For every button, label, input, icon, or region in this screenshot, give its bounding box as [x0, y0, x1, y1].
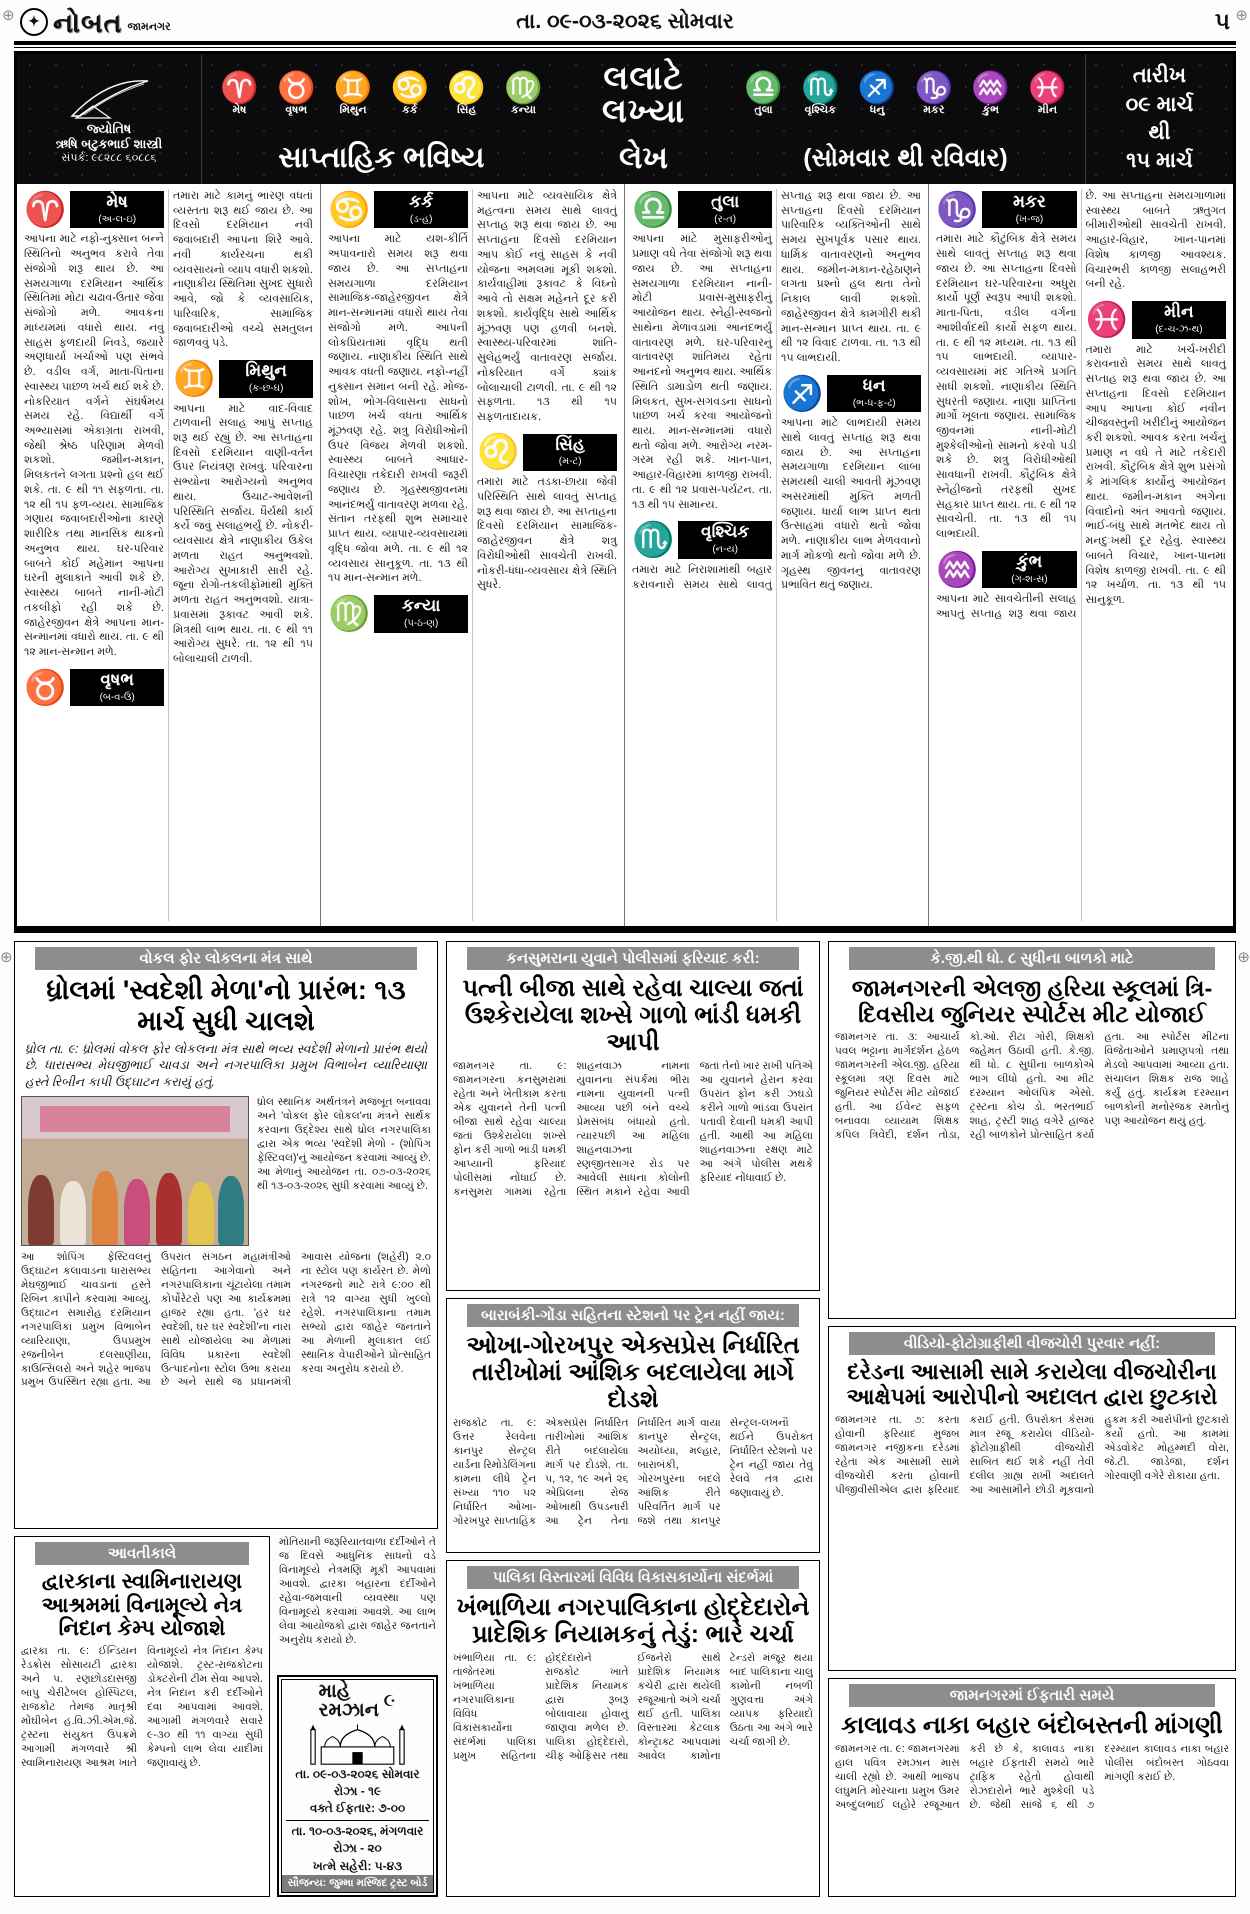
article-headline: દરેડના આસામી સામે કરાયેલા વીજચોરીના આક્ષેપમાં આરોપીનો અદાલત દ્વારા છુટકારો: [846, 1359, 1218, 1409]
leo-icon: ♌: [477, 433, 520, 472]
sign-group-2: [321, 184, 625, 926]
astrologer-name: ઋષિ બટુકભાઈ શાસ્ત્રી: [55, 136, 163, 151]
sign-block-sagittarius: ♐ ધન (ભ-ધ-ફ-ઢ): [781, 375, 921, 412]
sign-block-virgo: ♍ કન્યા (પ-ઠ-ણ): [328, 595, 468, 632]
sign-text-virgo: આપના માટે વ્યવસાયિક ક્ષેત્રે મહત્વના સમય સાથે લાવતું સપ્તાહ શરૂ થવા જાય છે. આ સપ્તાહના દિવસો દરમિયાન આપ કોઈ નવું સાહસ કે નવી યોજના અમલમાં મૂકી શકશો. કાર્યવાહીમાં રૂકાવટ કે વિઘ્નો આવે તો સક્ષમ મહેનતે દૂર કરી શકશો. કાર્યવૃદ્ધિ સાથે આર્થિક મૂંઝવણ પણ હળવી બનશે. સ્વાસ્થ્ય-પરિવારમાં શાંતિ-સુલેહભર્યું વાતાવરણ સર્જાય. નોકરિયાત વર્ગે ક્યાંક બોલાચાલી ટાળવી. તા. ૯ થી ૧૨ સફળતા. ૧૩ થી ૧૫ સફળતાદાયક.: [477, 190, 617, 424]
ramzan-row: વક્તે ઈફતાર: ૭-૦૦: [309, 1801, 406, 1816]
taurus-strip-item: ♉ વૃષભ: [276, 70, 316, 116]
article-body: જામનગર તા. ૯: જામનગરના કનસુમરામાં રહેતા અને ખેતીકામ કરતા એક યુવાનને તેની પત્ની બીજા સાથે રહેવા ચાલ્યા જતાં ઉશ્કેરાયેલા શખ્સે ફોન કરી ગાળો ભાંડી ધમકી આપ્યાની ફરિયાદ પોલીસમાં નોંધાઈ છે. કનસુમરા ગામમાં રહેતા શાહનવાઝ નામના યુવાનના સંપર્કમાં ભીરા નામના યુવાનની પત્ની આવ્યા પછી બંને વચ્ચે પ્રેમસંબંધ બંધાયો હતો. ત્યારપછી આ મહિલા શાહનવાઝના રણજીતસાગર રોડ પર આવેલી સાધના કોલોની સ્થિત મકાને રહેવા આવી જતાં તેનો ખાર રાખી પતિએ આ યુવાનને હેરાન કરવા ઉપરાંત ફોન કરી ઝઘડો કરીને ગાળો ભાંડવા ઉપરાંત પતાવી દેવાની ધમકી આપી હતી. આથી આ મહિલા શાહનવાઝના રક્ષણ માટે આ અંગે પોલીસ મથકે ફરિયાદ નોંધાવાઈ છે.: [453, 1060, 813, 1199]
sign-text-scorpio: તમારા માટે નિરાશામાંથી બહાર કરાવનારો સમય સાથે લાવતું સપ્તાહ શરૂ થવા જાય છે. આ સપ્તાહના દિવસો દરમિયાન પારિવારિક વ્યક્તિઓની સાથે સમય સુખપૂર્વક પસાર થાય. ધાર્મિક વાતાવરણનો અનુભવ થાય. જમીન-મકાન-રહેઠાણને લગતા પ્રશ્નો હલ થતા તેનો નિકાલ લાવી શકશો. જાહેરજીવન ક્ષેત્રે કામગીરી થકી માન-સન્માન પ્રાપ્ત થાય. તા. ૯ થી ૧૨ વિવાદ ટાળવા. તા. ૧૩ થી ૧૫ લાભદાયી.: [632, 190, 921, 591]
horoscope-subtitle: સાપ્તાહિક ભવિષ્ય: [278, 141, 485, 174]
sign-text-aries: આપના માટે નફો-નુક્સાન બન્ને સ્થિતિનો અનુભવ કરાવે તેવા સંજોગો શરૂ થાય છે. આ સમયગાળા દરમિયાન આર્થિક સ્થિતિમાં મોટા ચઢાવ-ઉતાર જેવા સંજોગો મળે. આવકના માધ્યમમાં વધારો થાય. નવું સાહસ ફળદાયી નિવડે, જયારે અણધાર્યા ખર્ચાઓ પણ સંભવે છે. વડીલ વર્ગ, માતા-પિતાના સ્વાસ્થ્ય પાછળ ખર્ચ થઈ શકે છે. નોકરિયાત વર્ગને સંઘર્ષમય સમય રહે. વિદ્યાર્થી વર્ગે અભ્યાસમાં એકાગ્રતા રાખવી, જેથી શ્રેષ્ઠ પરિણામ મેળવી શકશો. જમીન-મકાન, મિલકતને લગતા પ્રશ્નો હલ થઈ શકે. તા. ૯ થી ૧૧ સફળતા. તા. ૧૨ થી ૧૫ ફળ-વ્યય. સામાજિક ગણાય જવાબદારીઓના કારણે શારીરિક તથા માનસિક થાકનો અનુભવ થાય. ઘર-પરિવાર બાબતે કોઈ મહેમાન આપના ઘરની મુલાકાતે આવી શકે છે. સ્વાસ્થ્ય બાબતે નાની-મોટી તકલીફો રહી શકે છે. જાહેરજીવન ક્ષેત્રે આપના માન-સન્માનમાં વધારો થાય. તા. ૯ થી ૧૨ માન-સન્માન મળે.: [24, 233, 164, 659]
capricorn-icon: ♑: [936, 190, 979, 229]
virgo-strip-item: ♍ કન્યા: [504, 70, 543, 116]
sign-text-capricorn: તમારા માટે કૌટુંબિક ક્ષેત્રે સમય સાથે લાવતું સપ્તાહ શરૂ થવા જાય છે. આ સપ્તાહના દિવસો દરમિયાન ઘર-પરિવારના અધુરા કાર્યો પૂર્ણ સ્વરૂપ આપી શકશો. માતા-પિતા, વડીલ વર્ગના આશીર્વાદથી કાર્યો સફળ થાય. તા. ૯ થી ૧૨ મધ્યમ. તા. ૧૩ થી ૧૫ લાભદાયી. વ્યાપાર-વ્યવસાયમાં મંદ ગતિએ પ્રગતિ સાધી શકશો. નાણાકીય સ્થિતિ સુધરતી જણાય. નાણા પ્રાપ્તિના માર્ગો ખૂલતા જણાય. સામાજિક જીવનમાં નાની-મોટી મુશ્કેલીઓનો સામનો કરવો પડી શકે છે. શત્રુ વિરોધીઓથી સાવધાની રાખવી. કૌટુંબિક ક્ષેત્રે સ્નેહીજનો તરફથી સુખદ સહકાર પ્રાપ્ત થાય. તા. ૯ થી ૧૨ સાવચેતી. તા. ૧૩ થી ૧૫ લાભદાયી.: [936, 233, 1077, 541]
sagittarius-strip-item: ♐ ધનુ: [857, 70, 897, 116]
article-swadeshi-mela: [14, 941, 438, 1529]
sign-block-libra: ♎ તુલા (ર-ત): [632, 191, 772, 228]
article-headline: ઓખા-ગોરખપુર એક્સપ્રેસ નિર્ધારિત તારીખોમાં આંશિક બદલાયેલા માર્ગે દોડશે: [466, 1332, 800, 1414]
photo-row: [21, 1096, 431, 1246]
sign-block-taurus: ♉ વૃષભ (બ-વ-ઉ): [24, 669, 164, 706]
aries-strip-item: ♈ મેષ: [220, 70, 259, 116]
news-column-right: [828, 941, 1236, 1897]
weekly-horoscope-section: [14, 51, 1236, 933]
leo-strip-item: ♌ સિંહ: [447, 70, 486, 116]
article-body: જામનગર તા. ૩: આચાર્ય પવલ ભટ્ટાના માર્ગદર્શન હેઠળ જામનગરની એલ.જી. હરિયા સ્કૂલમાં ત્રણ દિવસ માટે જુનિયર સ્પોર્ટસ મીટ યોજાઈ હતી. આ ઈવેન્ટ સફળ બનાવવા વ્યાયામ શિક્ષક કપિલ ત્રિવેદી, દર્શન તોડા, કો.ઓ. રીટા ગોરી, શિક્ષકો જહેમત ઉઠાવી હતી. કે.જી. થી ધો. ૮ સુધીના બાળકોએ ભાગ લીધો હતો. આ મીટ દરમ્યાન ઓલંપિક એસો. ટ્રસ્ટના કોચ ડો. ભરતભાઈ શાહ, ટ્રસ્ટી શાહ વગેરે હાજર રહી બાળકોને પ્રોત્સાહિત કર્યા હતા. આ સ્પોર્ટસ મીટના વિજેતાઓને પ્રમાણપત્રો તથા મેડલો આપવામાં આવ્યા હતા. સંચાલન શિક્ષક રાજ શાહે કર્યું હતું. કાર્યક્રમ દરમ્યાન બાળકોની મનોરંજક રમતોનું પણ આયોજન થયું હતું.: [835, 1030, 1229, 1141]
left-bottom-right-stack: [277, 1536, 438, 1897]
quill-icon: [66, 74, 152, 120]
sign-block-cancer: ♋ કર્ક (ડ-હ): [328, 191, 468, 228]
article-body: જામનગર તા. ૭: કરતા હોવાની ફરિયાદ મુજબ જામનગર નજીકના દરેડમાં રહેતા એક આસામી સામે વીજચોરી કરતા હોવાની પીજીવીસીએલ દ્વારા ફરિયાદ કરાઈ હતી. ઉપરોક્ત કેસમાં માત્ર રજૂ કરાયેલ વીડિયો-ફોટોગ્રાફીથી વીજચોરી સાબિત થઈ શકે નહીં તેવી દલીલ ગ્રાહ્ય રાખી અદાલતે આ આસામીને છોડી મૂકવાનો હુકમ કરી આરોપીનો છુટકારો કર્યો હતો. આ કામમાં એડવોકેટ મોહમ્મદી વોરા, જે.ટી. જાડેજા, દર્શન ગોરવાણી વગેરે રોકાયા હતા.: [835, 1413, 1229, 1496]
newspaper-city: જામનગર: [127, 20, 171, 33]
article-kicker: બારાબંકી-ગોંડા સહિતના સ્ટેશનો પર ટ્રેન નહીં જાય:: [467, 1304, 799, 1327]
horoscope-main-title: લલાટે લખ્યા: [601, 59, 686, 129]
sign-text-cancer: આપના માટે યશ-કીર્તિ અપાવનારો સમય શરૂ થવા જાય છે. આ સપ્તાહના સમયગાળા દરમિયાન સામાજિક-જાહેરજીવન ક્ષેત્રે માન-સન્માનમાં વધારો થાય તેવા સંજોગો મળે. આપની લોકપ્રિયતામાં વૃદ્ધિ થતી જણાય. નાણાકીય સ્થિતિ સાથે આવક વધતી જણાય. નફો-નહીં નુક્સાન સમાન બની રહે. મોજ-શોખ, ભોગ-વિલાસના સાધનો પાછળ ખર્ચ વધતા આર્થિક મૂંઝવણ રહે. શત્રુ વિરોધીઓની ઉપર વિજય મેળવી શકશો. સ્વાસ્થ્ય બાબતે આધાર-વિચારણા તકેદારી રાખવી જરૂરી જણાય છે. ગૃહસ્થજીવનમાં આનંદભર્યું વાતાવરણ મળવા રહે. સંતાન તરફથી શુભ સમાચાર પ્રાપ્ત થાય. વ્યાપાર-વ્યવસાયમાં વૃદ્ધિ જોવા મળે. તા. ૯ થી ૧૨ વ્યવસાય સાનુકૂળ. તા. ૧૩ થી ૧૫ માન-સન્માન મળે.: [328, 233, 468, 585]
scorpio-icon: ♏: [800, 70, 840, 105]
ramzan-divider: [286, 1820, 429, 1821]
horoscope-banner-center: [202, 54, 1085, 184]
article-headline: જામનગરની એલજી હરિયા સ્કૂલમાં ત્રિ-દિવસીય જુનિયર સ્પોર્ટસ મીટ યોજાઈ: [851, 975, 1213, 1027]
article-body: આ શોપિંગ ફેસ્ટિવલનું ઉદ્ઘાટન કલાવાડના ધારાસભ્ય મેઘજીભાઈ ચાવડાના હસ્તે રિબિન કાપીને કરવામાં આવ્યું. ઉદ્ઘાટન સમારોહ દરમિયાન નગરપાલિકા પ્રમુખ વિભાબેન વ્યારિયાણા, ઉપપ્રમુખ રજનીબેન દલસાણીયા, કાઉન્સિલરો અને શહેર ભાજપ પ્રમુખ ઉપસ્થિત રહ્યા હતા. આ ઉપરાંત સંગઠન મહામંત્રીઓ સહિતના આગેવાનો અને નગરપાલિકાના ચૂંટાયેલા તમામ કોર્પોરેટરો પણ આ કાર્યક્રમમાં હાજર રહ્યા હતા. 'હર ઘર સ્વદેશી, ઘર ઘર સ્વદેશી'ના નારા સાથે યોજાયેલા આ મેળામાં વિવિધ પ્રકારના સ્વદેશી ઉત્પાદનોના સ્ટોલ ઉભા કરાયા છે અને સાથે જ પ્રધાનમંત્રી આવાસ યોજના (શહેરી) ૨.૦ ના સ્ટોલ પણ કાર્યરત છે. મેળો નગરજનો માટે રાત્રે ૯:૦૦ થી રાત્રે ૧૨ વાગ્યા સુધી ખુલ્લો રહેશે. નગરપાલિકાના તમામ સભ્યો દ્વારા જાહેર જનતાને આ મેળાની મુલાકાત લઈ સ્થાનિક વેપારીઓને પ્રોત્સાહિત કરવા અનુરોધ કરાયો છે.: [21, 1250, 431, 1389]
horoscope-body: [17, 184, 1233, 926]
ramzan-header: [282, 1680, 433, 1721]
taurus-icon: ♉: [276, 70, 316, 105]
cancer-icon: ♋: [328, 190, 371, 229]
sign-block-scorpio: ♏ વૃશ્ચિક (ન-ય): [632, 521, 772, 558]
article-headline: ખંભાળિયા નગરપાલિકાના હોદ્દેદારોને પ્રાદેશિક નિયામકનું તેડું: ભારે ચર્ચા: [456, 1594, 810, 1649]
edition-date: તા. ૦૯-૦૩-૨૦૨૬ સોમવાર: [516, 9, 734, 33]
article-body: દ્વારકા તા. ૯: ઈન્ડિયન રેડક્રોસ સોસાયટી દ્વારકા અને પ. રણછોડદાસજી બાપુ ચેરીટેબલ હોસ્પિટલ, રાજકોટ તેમજ માતૃશ્રી મોંઘીબેન હ.વિ.ઝી.એમ.જે. ટ્રસ્ટના સંયુક્ત ઉપક્રમે આગામી મંગળવારે શ્રી સ્વામિનારાયણ આશ્રમ ખાતે વિનામૂલ્યે નેત્ર નિદાન કેમ્પ યોજાશે. ટ્રસ્ટ-રાજકોટના ડોક્ટરોની ટીમ સેવા આપશે. નેત્ર નિદાન કરી દર્દીઓને દવા આપવામાં આવશે. આગામી મંગળવારે સવારે ૯-૩૦ થી ૧૧ વાગ્યા સુધી કેમ્પનો લાભ લેવા યાદીમાં જણાવાયું છે.: [21, 1645, 263, 1769]
astrologer-contact: સંપર્ક: ૯૮૨૮૮ ૬૦૮૮૬: [61, 151, 157, 164]
sign-block-leo: ♌ સિંહ (મ-ટ): [477, 434, 617, 471]
gemini-icon: ♊: [173, 359, 216, 398]
article-kicker: આવતીકાલે: [35, 1542, 249, 1565]
libra-icon: ♎: [632, 190, 675, 229]
ramzan-row: રોઝા - ૧૯: [333, 1784, 382, 1799]
ramzan-timetable-box: [277, 1675, 438, 1897]
scorpio-icon: ♏: [632, 521, 675, 560]
gemini-icon: ♊: [333, 70, 373, 105]
article-headline: કાલાવડ નાકા બહાર બંદોબસ્તની માંગણી: [841, 1712, 1223, 1739]
article-municipality: [446, 1560, 820, 1897]
libra-strip-item: ♎ તુલા: [744, 70, 783, 116]
registration-mark: ⊕: [1237, 949, 1250, 966]
article-photo-side-text: ધ્રોલ સ્થાનિક અર્થતંત્રને મજબૂત બનાવવા અને 'વોકલ ફોર લોકલ'ના મંત્રને સાર્થક કરવાના ઉદ્દેશ્ય સાથે ધ્રોલ નગરપાલિકા દ્વારા એક ભવ્ય 'સ્વદેશી મેળો - (શોપિંગ ફેસ્ટિવલ)'નું આયોજન કરવામાં આવ્યું છે. આ મેળાનું આયોજન તા. ૦૭-૦૩-૨૦૨૬ થી ૧૩-૦૩-૨૦૨૬ સુધી કરવામાં આવ્યું છે.: [257, 1095, 431, 1192]
newspaper-title: નોબત: [53, 8, 123, 39]
sign-block-capricorn: ♑ મકર (ખ-જ): [936, 191, 1077, 228]
registration-mark: ⊕: [1235, 7, 1248, 24]
article-kicker: પાલિકા વિસ્તારમાં વિવિધ વિકાસકાર્યોના સંદર્ભમાં: [467, 1566, 799, 1589]
ramzan-row: તા. ૧૦-૦૩-૨૦૨૬, મંગળવાર: [291, 1823, 424, 1838]
left-bottom-row: [14, 1536, 438, 1897]
article-body: રાજકોટ તા. ૯: ઉત્તર રેલવેના કાનપુર સેન્ટ્રલ યાર્ડના રિમોડેલિંગના કામના લીધે ટ્રેન સંખ્યા ૧૧૦ ૫૨ નિર્ધારિત ઓખા-ગોરખપુર સાપ્તાહિક એક્સપ્રેસ નિર્ધારિત તારીખોમાં આંશિક રીતે બદલાયેલા માર્ગ પર દોડશે. તા. ૫, ૧૨, ૧૯ અને ૨૬ એપ્રિલના રોજ ઓખાથી ઉપડનારી આ ટ્રેન તેના નિર્ધારિત માર્ગ વાયા કાનપુર સેન્ટ્રલ, અયોધ્યા, મલ્હાર, બારાબંકી, ગોરખપુરના બદલે આંશિક રીતે પરિવર્તિત માર્ગ પર જશે તથા કાનપુર સેન્ટ્રલ-લખનૌ થઈને ઉપરોક્ત નિર્ધારિત સ્ટેશનો પર ટ્રેન નહીં જાય તેવું રેલવે તંત્ર દ્વારા જણાવાયું છે.: [453, 1417, 813, 1528]
ramzan-footer: સૌજન્ય: જુમ્મા મસ્જિદ ટ્રસ્ટ બોર્ડ: [282, 1875, 433, 1892]
cancer-icon: ♋: [390, 70, 430, 105]
scorpio-strip-item: ♏ વૃશ્ચિક: [800, 70, 840, 116]
ramzan-title: માહે રમઝાન: [318, 1681, 379, 1722]
sign-text-pisces: તમારા માટે ખર્ચ-ખરીદી કરાવનારો સમય સાથે લાવતું સપ્તાહ શરૂ થવા જાય છે. આ સપ્તાહના દિવસો દરમિયાન આપ આપના કોઈ નવીન ચીજવસ્તુની ખરીદીનું આયોજન કરી શકશો. આવક કરતા ખર્ચનું પ્રમાણ ન વધે તે માટે તકેદારી રાખવી. કૌટુંબિક ક્ષેત્રે શુભ પ્રસંગો કે માંગલિક કાર્યોનું આયોજન થાય. જમીન-મકાન અંગેના વિવાદોનો અંત આવતો જણાય. ભાઈ-બંધુ સાથે મતભેદ થાય તો મનદુઃખથી દૂર રહેવું. સ્વાસ્થ્ય બાબતે વિચાર, ખાન-પાનમાં વિશેષ કાળજી રાખવી. તા. ૯ થી ૧૨ ખર્ચાળ. તા. ૧૩ થી ૧૫ સાનુકૂળ.: [1085, 343, 1226, 607]
article-kicker: કે.જી.થી ધો. ૮ સુધીના બાળકો માટે: [849, 947, 1215, 970]
page-number: ૫: [1214, 8, 1230, 34]
sign-text-libra: આપના માટે મુસાફરીઓનું પ્રમાણ વધે તેવા સંજોગો શરૂ થવા જાય છે. આ સપ્તાહના સમયગાળા દરમિયાન નાની-મોટી પ્રવાસ-મુસાફરીનું આયોજન થાય. સ્નેહી-સ્વજનો સાથેના મેળાવડામાં આનંદભર્યું વાતાવરણ મળે. ઘર-પરિવારનું વાતાવરણ શાંતિમય રહેતા આનંદનો અનુભવ થાય. આર્થિક સ્થિતિ ડામાડોળ થતી જણાય. મિલકત, સુખ-સગવડના સાધનો પાછળ ખર્ચ કરવા આયોજનો થાય. માન-સન્માનમાં વધારો થતો જોવા મળે. આરોગ્ય નરમ-ગરમ રહી શકે. ખાન-પાન, આહાર-વિહારમાં કાળજી રાખવી. તા. ૯ થી ૧૨ પ્રવાસ-પર્યટન. તા. ૧૩ થી ૧૫ સામાન્ય.: [632, 233, 772, 511]
article-headline: દ્વારકાના સ્વામિનારાયણ આશ્રમમાં વિનામૂલ્યે નેત્ર નિદાન કેમ્પ યોજાશે: [41, 1570, 243, 1641]
sign-group-4: [929, 184, 1233, 926]
capricorn-icon: ♑: [914, 70, 954, 105]
astrologer-title: જ્યોતિષ: [86, 120, 132, 136]
article-photo: [21, 1096, 249, 1246]
masthead-rule-2: [14, 47, 1236, 48]
pisces-strip-item: ♓ મીન: [1028, 70, 1067, 116]
article-complaint: [446, 941, 820, 1291]
taurus-icon: ♉: [24, 668, 67, 707]
masthead-rule: [14, 41, 1236, 45]
article-body: ખંભાળિયા તા. ૯: તાજેતરમાં ખંભાળિયા નગરપાલિકાના વિવિધ વિકાસકાર્યોના સંદર્ભમાં પાલિકા પ્રમુખ સહિતના હોદ્દેદારોને રાજકોટ ખાતે પ્રાદેશિક નિયામક દ્વારા રૂબરૂ બોલાવાયા હોવાનું જાણવા મળેલ છે. પાલિકા હોદ્દેદારો, ચીફ ઓફિસર તથા ઈજનેરો સાથે પ્રાદેશિક નિયામક કચેરી દ્વારા થયેલી રજૂઆતો અંગે ચર્ચા થઈ હતી. પાલિકા વિસ્તારમાં કેટલાક કોન્ટ્રાક્ટ આપવામાં આવેલ કામોના ટેન્ડરો મંજૂર થયા બાદ પાલિકાના ચાલુ કામોની નબળી ગુણવત્તા અંગે વ્યાપક ફરિયાદો ઉઠતા આ અંગે ભારે ચર્ચા જાગી છે.: [453, 1652, 813, 1762]
sign-text-taurus: તમારા માટે કામનું ભારણ વધતાં વ્યસ્તતા શરૂ થઈ જાય છે. આ દિવસો દરમિયાન નવી જવાબદારી આપના શિરે આવે. નવી કાર્યરચના થકી વ્યવસાયનો વ્યાપ વધારી શકશો. નાણાકીય સ્થિતિમાં સુખદ સુધારો આવે, જો કે વ્યવસાયિક, પારિવારિક, સામાજિક જવાબદારીઓ વચ્ચે સમતુલન જાળવવું પડે.: [173, 190, 313, 350]
sign-text-gemini: આપના માટે વાદ-વિવાદ ટાળવાની સલાહ આપું સપ્તાહ શરૂ થઈ રહ્યું છે. આ સપ્તાહના દિવસો દરમિયાન વાણી-વર્તન ઉપર નિયંત્રણ રાખવું. પરિવારના સભ્યોના આરોગ્યનો અનુભવ થાય. ઉચાટ-આવેશની પરિસ્થિતિ સર્જાય. ધૈર્યથી કાર્ય કર્યે જવું સલાહભર્યું છે. નોકરી-વ્યવસાય ક્ષેત્રે નાણાકીય ઉકેલ મળતા રાહત અનુભવશો. આરોગ્ય સુખાકારી સારી રહે. જૂના રોગો-તકલીફોમાંથી મુક્તિ મળતા રાહત અનુભવશો. યાત્રા-પ્રવાસમાં રૂકાવટ આવી શકે. મિત્રથી લાભ થાય. તા. ૯ થી ૧૧ આરોગ્ય સુધરે. તા. ૧૨ થી ૧૫ બોલાચાલી ટાળવી.: [173, 402, 313, 666]
pisces-icon: ♓: [1028, 70, 1067, 105]
astrologer-panel: [17, 54, 202, 184]
article-headline: ધ્રોલમાં 'સ્વદેશી મેળા'નો પ્રારંભ: ૧૩ માર્ચ સુધી ચાલશે: [46, 975, 406, 1036]
article-kicker: વીડિયો-ફોટોગ્રાફીથી વીજચોરી પુરવાર નહીં:: [849, 1332, 1215, 1355]
article-headline: પત્ની બીજા સાથે રહેવા ચાલ્યા જતાં ઉશ્કેરાયેલા શખ્સે ગાળો ભાંડી ધમકી આપી: [462, 975, 804, 1057]
registration-mark: ⊕: [2, 7, 15, 24]
aquarius-icon: ♒: [971, 70, 1010, 105]
sagittarius-icon: ♐: [857, 70, 897, 105]
news-column-left: [14, 941, 438, 1897]
article-intro: ધ્રોલ તા. ૯: ધ્રોલમાં વોકલ ફોર લોકલના મંત્ર સાથે ભવ્ય સ્વદેશી મેળાનો પ્રારંભ થયો છે. ધારાસભ્ય મેઘજીભાઈ ચાવડા અને નગરપાલિકા પ્રમુખ વિભાબેન વ્યારિયાણા હસ્તે રિબીન કાપી ઉદ્ઘાટન કરાયું હતું.: [25, 1042, 427, 1089]
article-electricity-theft: [828, 1326, 1236, 1671]
aries-icon: ♈: [220, 70, 259, 105]
sign-text-leo: તમારા માટે તડકા-છાયા જેવી પરિસ્થિતિ સાથે લાવતું સપ્તાહ શરૂ થવા જાય છે. આ સપ્તાહના દિવસો દરમિયાન સામાજિક-જાહેરજીવન ક્ષેત્રે શત્રુ વિરોધીઓથી સાવચેતી રાખવી. નોકરી-ધંધા-વ્યવસાય ક્ષેત્રે સ્થિતિ સુધરે.: [477, 476, 617, 592]
zodiac-strip-2: [726, 72, 1085, 116]
sign-block-aries: ♈ મેષ (અ-લ-ઇ): [24, 191, 164, 228]
sign-text-sagittarius: આપના માટે લાભદાયી સમય સાથે લાવતું સપ્તાહ શરૂ થવા જાય છે. આ સપ્તાહના સમયગાળા દરમિયાન લાંબા સમયથી ચાલી આવતી મૂંઝવણ અસરમાંથી મુક્તિ મળતી જણાય. ધાર્યા લાભ પ્રાપ્ત થતા ઉત્સાહમાં વધારો થતો જોવા મળે. નાણાકીય લાભ મેળવવાનો માર્ગ મોકળો થતો જોવા મળે છે. ગૃહસ્થ જીવનનું વાતાવરણ પ્રભાવિત થતું જણાય.: [781, 417, 921, 592]
logo-emblem-icon: ✦: [20, 8, 48, 36]
sagittarius-icon: ♐: [781, 374, 824, 413]
article-eye-camp: [14, 1536, 270, 1897]
horoscope-banner: [17, 54, 1233, 184]
ramzan-row: તા. ૦૯-૦૩-૨૦૨૬ સોમવાર: [295, 1766, 420, 1781]
article-train-route: [446, 1298, 820, 1553]
sign-block-pisces: ♓ મીન (દ-ચ-ઝ-થ): [1086, 301, 1227, 338]
capricorn-strip-item: ♑ મકર: [914, 70, 954, 116]
zodiac-strip-1: [202, 72, 561, 116]
ramzan-row: રોઝા - ૨૦: [333, 1841, 382, 1856]
aries-icon: ♈: [24, 190, 67, 229]
virgo-icon: ♍: [328, 594, 371, 633]
sign-group-3: [625, 184, 929, 926]
mosque-icon: [286, 1721, 429, 1766]
cancer-strip-item: ♋ કર્ક: [390, 70, 430, 116]
registration-mark: ⊕: [0, 949, 13, 966]
sign-text-aquarius: આપના માટે સાવચેતીની સલાહ આપતું સપ્તાહ શરૂ થવા જાય છે. આ સપ્તાહના સમયગાળામાં સ્વાસ્થ્ય બાબતે ઋતુગત બીમારીઓથી સાવચેતી રાખવી. આહાર-વિહાર, ખાન-પાનમાં વિશેષ કાળજી આવશ્યક. વિચારભરી કાળજી સલાહભરી બની રહે.: [936, 190, 1226, 621]
article-kicker: જામનગરમાં ઈફતારી સમયે: [849, 1684, 1215, 1707]
sign-block-aquarius: ♒ કુંભ (ગ-શ-સ): [936, 551, 1077, 588]
article-bandobast: [828, 1678, 1236, 1897]
sign-group-1: [17, 184, 321, 926]
masthead: [0, 0, 1250, 40]
article-kicker: કનસુમરાના યુવાને પોલીસમાં ફરિયાદ કરી:: [467, 947, 799, 970]
libra-icon: ♎: [744, 70, 783, 105]
news-column-middle: [446, 941, 820, 1897]
ramzan-row: ખત્મે સહેરી: ૫-૪૩: [312, 1858, 403, 1873]
article-sports-meet: [828, 941, 1236, 1319]
aquarius-strip-item: ♒ કુંભ: [971, 70, 1010, 116]
horoscope-date-range: તારીખ ૦૯ માર્ચ થી ૧૫ માર્ચ: [1085, 54, 1233, 184]
article-body: જામનગર તા. ૯: જામનગરમાં હાલ પવિત્ર રમઝાન માસ ચાલી રહ્યો છે. આથી ભાજપ લઘુમતિ મોરચાના પ્રમુખ ઉમર અબ્દુલભાઈ લહોરે રજૂઆત કરી છે કે, કાલાવડ નાકા બહાર ઈફતારી સમયે ભારે ટ્રાફિક રહેતો હોવાથી રોઝદારોને ભારે મુશ્કેલી પડે છે. જેથી સાંજે ૬ થી ૭ દરમ્યાન કાલાવડ નાકા બહાર પોલીસ બંદોબસ્ત ગોઠવવા માંગણી કરાઈ છે.: [835, 1743, 1229, 1811]
horoscope-title-word: લેખ: [619, 139, 668, 175]
news-section: [14, 941, 1236, 1897]
sign-block-gemini: ♊ મિથુન (ક-છ-ઘ): [173, 360, 313, 397]
article-kicker: વોકલ ફોર લોકલના મંત્ર સાથે: [35, 947, 417, 970]
article-eye-camp-continuation: મોતિયાની જરૂરિયાતવાળા દર્દીઓને તે જ દિવસે આધુનિક સાધનો વડે વિનામૂલ્યે નેત્રમણિ મૂકી આપવામાં આવશે. દ્વારકા બહારના દર્દીઓને રહેવા-જમવાની વ્યવસ્થા પણ વિનામૂલ્યે કરવામાં આવશે. આ લાભ લેવા આયોજકો દ્વારા જાહેર જનતાને અનુરોધ કરાયો છે.: [279, 1536, 436, 1646]
aquarius-icon: ♒: [936, 550, 979, 589]
pisces-icon: ♓: [1085, 300, 1128, 339]
leo-icon: ♌: [447, 70, 486, 105]
gemini-strip-item: ♊ મિથુન: [333, 70, 373, 116]
virgo-icon: ♍: [504, 70, 543, 105]
crescent-icon: ☪: [382, 1693, 397, 1711]
horoscope-period: (સોમવાર થી રવિવાર): [803, 143, 1008, 172]
